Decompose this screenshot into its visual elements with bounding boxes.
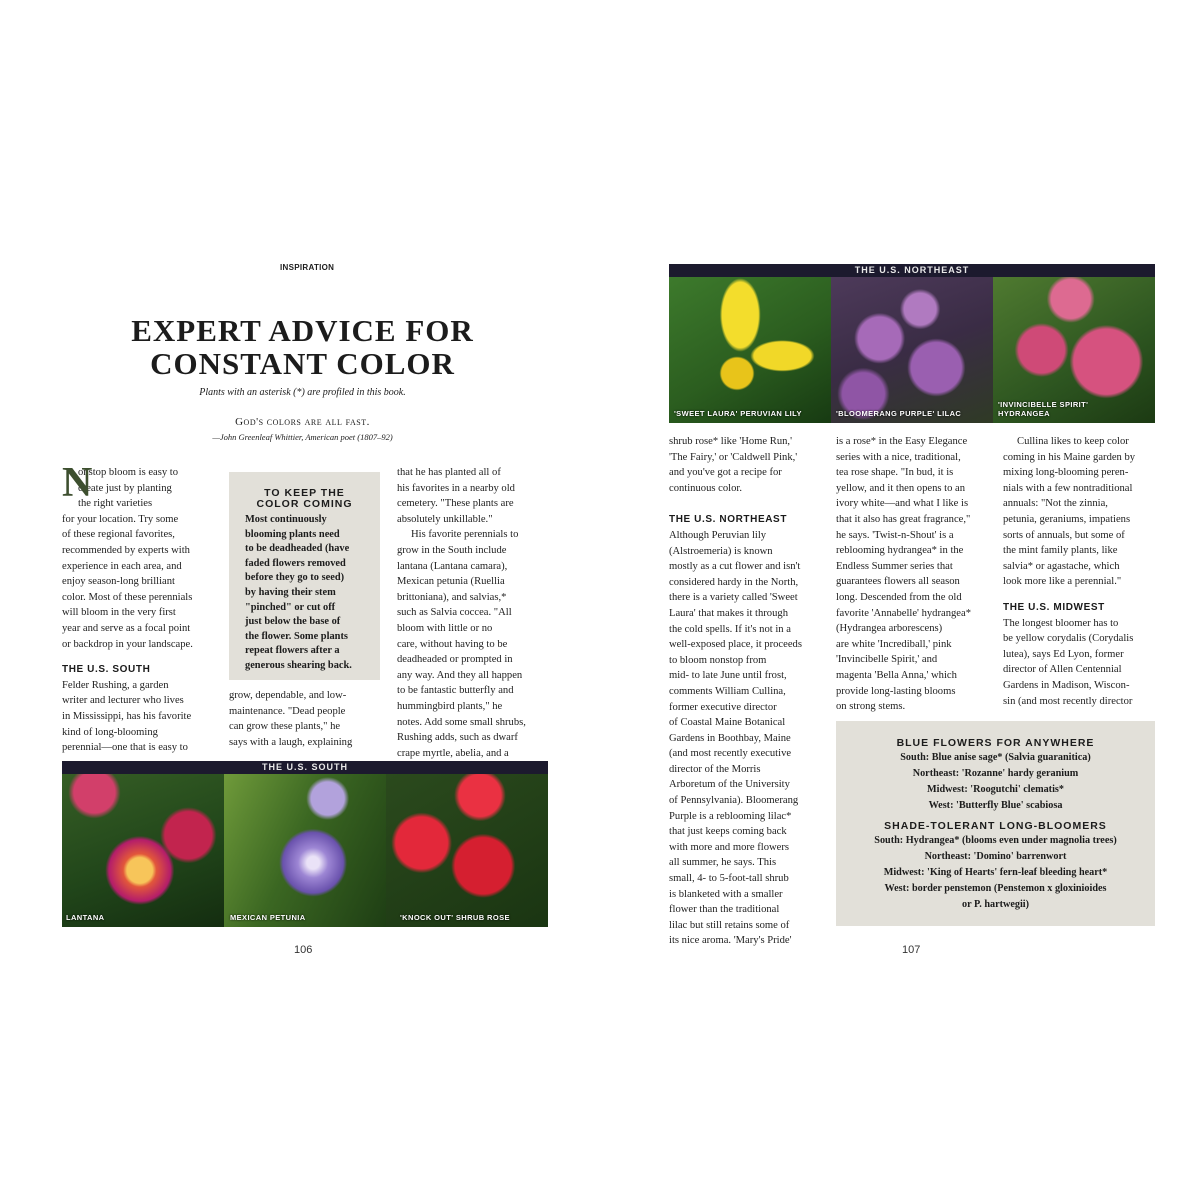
body-line: Although Peruvian lily [669,529,767,541]
body-line: maintenance. "Dead people [229,705,346,717]
body-line: sorts of annuals, but some of [1003,529,1125,541]
body-line: (and most recently executive [669,748,792,760]
body-line: perennial—one that is easy to [62,742,188,754]
photo-mexican-petunia [224,774,386,927]
list-item: or P. hartwegii) [961,899,1030,910]
body-line: favorite 'Annabelle' hydrangea* [836,607,972,619]
body-line: grow in the South include [397,544,507,556]
sidebar-title-line-1: TO KEEP THE [264,487,345,499]
caption-shrub-rose: 'KNOCK OUT' SHRUB ROSE [400,913,510,922]
sidebar-line: faded flowers removed [245,557,346,569]
epigraph-quote: God's colors are all fast. [235,416,370,428]
sidebar-body [245,513,380,674]
body-line: petunia, geraniums, impatiens [1003,513,1131,525]
body-line: enjoy season-long brilliant [62,576,175,588]
body-line: magenta 'Bella Anna,' which [836,669,957,681]
section-label-south: THE U.S. SOUTH [62,664,151,676]
body-line: grow, dependable, and low- [229,690,347,701]
list-item: Northeast: 'Domino' barrenwort [924,851,1067,862]
body-line: care, without having to be [397,638,508,650]
body-line: to bloom nonstop from [669,654,767,666]
sidebar-line: before they go to seed) [245,572,345,584]
body-line: Rushing adds, such as dwarf [397,732,518,744]
body-line: that he has planted all of [397,467,501,478]
body-line: shrub rose* like 'Home Run,' [669,436,792,447]
blue-flowers-list [836,750,1155,814]
shade-tolerant-list [836,833,1155,913]
body-line: says with a laugh, explaining [229,736,353,748]
body-line: the right varieties [78,498,153,510]
epigraph-attribution: —John Greenleaf Whittier, American poet (1807–92) [212,432,393,442]
body-line: reblooming hydrangea* in the [836,545,964,557]
body-line: lutea), says Ed Lyon, former [1003,648,1124,660]
photo-band-south: THE U.S. SOUTH [62,761,548,774]
body-line: that just keeps coming back [669,826,787,838]
tip-sidebar [229,472,380,680]
caption-lilac: 'BLOOMERANG PURPLE' LILAC [836,409,962,418]
caption-peruvian-lily: 'SWEET LAURA' PERUVIAN LILY [674,409,802,418]
body-line: Purple is a reblooming lilac* [669,810,792,822]
body-line: and you've got a recipe for [669,467,782,479]
body-line: its nice aroma. 'Mary's Pride' [669,935,792,947]
body-line: (Hydrangea arborescens) [836,623,943,635]
body-line: hummingbird plants," he [397,700,503,712]
photo-lilac [831,277,993,423]
body-line: that it also has great fragrance," [836,513,971,525]
page-title [90,314,515,380]
list-item: West: border penstemon (Penstemon x gloxinioides [884,883,1107,894]
body-line: Mexican petunia (Ruellia [397,576,505,588]
intro-paragraph [62,481,220,653]
body-line: provide long-lasting blooms [836,685,956,697]
body-line: Arboretum of the University [669,779,790,791]
intro-first-line: onstop bloom is easy to [78,467,179,478]
photo-peruvian-lily [669,277,831,423]
body-line: look more like a perennial." [1003,576,1122,588]
section-label-midwest: THE U.S. MIDWEST [1003,601,1105,613]
body-line: any way. And they all happen [397,669,523,681]
body-line: lantana (Lantana camara), [397,560,508,572]
sidebar-line: blooming plants need [245,528,340,540]
body-line: annuals: "Not the zinnia, [1003,498,1108,510]
body-line: will bloom in the very first [62,607,176,619]
blue-flowers-title: BLUE FLOWERS FOR ANYWHERE [896,737,1095,749]
body-line: 'Invincibelle Spirit,' and [836,654,938,666]
body-line: be yellow corydalis (Corydalis [1003,633,1134,645]
sidebar-line: generous shearing back. [245,659,352,671]
photo-shrub-rose [386,774,548,927]
page-number-left: 106 [294,944,313,956]
body-line: yellow, and it then opens to an [836,482,966,494]
body-line: is a rose* in the Easy Elegance [836,436,968,447]
body-line: series with a nice, traditional, [836,451,961,463]
page-number-right: 107 [902,944,921,956]
caption-lantana: LANTANA [66,913,105,922]
body-line: cemetery. "These plants are [397,498,514,510]
body-line: considered hardy in the North, [669,576,799,588]
body-line: of these regional favorites, [62,529,175,541]
body-line: can grow these plants," he [229,721,341,733]
body-line: deadheaded or prompted in [397,654,513,666]
body-line: bloom with little or no [397,622,493,634]
body-line: are white 'Incrediball,' pink [836,638,952,650]
body-line: Felder Rushing, a garden [62,679,169,691]
body-line: nials with a few nontraditional [1003,482,1133,494]
body-line: color. Most of these perennials [62,591,193,603]
body-line: of Coastal Maine Botanical [669,717,786,729]
body-line: tea rose shape. "In bud, it is [836,467,954,479]
body-line: Laura' that makes it through [669,607,788,619]
body-line: The longest bloomer has to [1003,617,1119,629]
body-line: mostly as a cut flower and isn't [669,561,801,573]
subtitle: Plants with an asterisk (*) are profiled in this book. [199,387,406,398]
sidebar-line: to be deadheaded (have [245,543,350,555]
caption-mexican-petunia: MEXICAN PETUNIA [230,913,306,922]
body-line: writer and lecturer who lives [62,695,184,707]
list-item: Northeast: 'Rozanne' hardy geranium [912,768,1079,779]
body-line: notes. Add some small shrubs, [397,716,526,728]
south-paragraph [62,678,220,756]
list-item: West: 'Butterfly Blue' scabiosa [928,800,1063,811]
body-line: His favorite perennials to [411,529,519,541]
body-line: the cold spells. If it's not in a [669,623,791,635]
body-line: to be fantastic butterfly and [397,685,514,697]
midwest-paragraph [1003,616,1158,710]
body-line: long. Descended from the old [836,591,962,603]
body-line: Gardens in Boothbay, Maine [669,732,791,744]
body-line: experience in each area, and [62,560,182,572]
body-line: the mint family plants, like [1003,545,1118,557]
body-line: his favorites in a nearby old [397,482,515,494]
body-line: coming in his Maine garden by [1003,451,1136,463]
body-line: lilac but still retains some of [669,919,790,931]
sidebar-line: by having their stem [245,586,336,598]
list-item: South: Hydrangea* (blooms even under magnolia trees) [874,835,1117,846]
list-item: Midwest: 'King of Hearts' fern-leaf bleeding heart* [883,867,1108,878]
body-line: director of the Morris [669,763,761,775]
sidebar-line: the flower. Some plants [245,630,348,642]
body-line: comments William Cullina, [669,685,786,697]
body-line: recommended by experts with [62,544,190,556]
left-column-1 [62,460,220,756]
sidebar-line: repeat flowers after a [245,645,340,657]
body-line: 'The Fairy,' or 'Caldwell Pink,' [669,451,798,463]
title-line-1: EXPERT ADVICE FOR [131,313,474,348]
shrub-rose-paragraph [669,434,827,496]
sidebar-title-line-2: COLOR COMING [256,498,353,510]
left-column-3 [397,465,555,761]
body-line: kind of long-blooming [62,726,158,738]
body-line: he says. 'Twist-n-Shout' is a [836,529,954,541]
body-line: guarantees flowers all season [836,576,960,588]
list-item: South: Blue anise sage* (Salvia guaranitica) [900,752,1091,763]
body-line: brittoniana), and salvias,* [397,591,507,603]
body-line: Gardens in Madison, Wiscon- [1003,679,1130,691]
caption-hydrangea: 'INVINCIBELLE SPIRIT' HYDRANGEA [998,400,1089,418]
body-line: crape myrtle, abelia, and a [397,747,509,759]
body-line: in Mississippi, has his favorite [62,710,192,722]
title-line-2: CONSTANT COLOR [150,346,455,381]
body-line: with more and more flowers [669,841,790,853]
body-line: small, 4- to 5-foot-tall shrub [669,873,789,885]
body-line: for your location. Try some [62,513,179,525]
body-line: mixing long-blooming peren- [1003,467,1129,479]
sidebar-title [229,488,380,510]
shade-tolerant-title: SHADE-TOLERANT LONG-BLOOMERS [884,820,1107,832]
body-line: of Pennsylvania). Bloomerang [669,795,799,807]
body-line: Cullina likes to keep color [1017,436,1129,447]
right-column-3 [1003,434,1158,709]
body-line: such as Salvia coccea. "All [397,607,512,619]
body-line: former executive director [669,701,777,713]
northeast-paragraph [669,528,827,949]
right-column-1 [669,434,827,949]
body-line: Endless Summer series that [836,560,953,572]
body-line: all summer, he says. This [669,857,777,869]
sidebar-line: just below the base of [245,616,341,628]
body-line: director of Allen Centennial [1003,664,1122,676]
body-line: year and serve as a focal point [62,622,191,634]
photo-hydrangea [993,277,1155,423]
photo-band-northeast: THE U.S. NORTHEAST [669,264,1155,277]
body-line: mid- to late June until frost, [669,670,787,682]
list-item: Midwest: 'Roogutchi' clematis* [927,784,1064,795]
cullina-paragraph [1003,434,1158,590]
body-line: flower than the traditional [669,904,780,916]
body-line: is blanketed with a smaller [669,888,783,900]
sidebar-line: "pinched" or cut off [245,601,336,613]
body-line: continuous color. [669,482,742,494]
body-line: sin (and most recently director [1003,695,1133,707]
drop-cap: N [62,460,93,506]
sidebar-line: Most continuously [245,514,327,525]
right-column-2 [836,434,996,715]
body-line: create just by planting [78,482,172,494]
body-line: there is a variety called 'Sweet [669,592,798,604]
body-line: or backdrop in your landscape. [62,638,193,650]
left-column-2 [229,688,387,750]
body-line: ivory white—and what I like is [836,498,969,510]
body-line: salvia* or agastache, which [1003,560,1120,572]
photo-lantana [62,774,224,927]
body-line: well-exposed place, it proceeds [669,639,802,651]
lists-sidebar [836,721,1155,926]
body-line: (Alstroemeria) is known [669,545,773,557]
running-header: INSPIRATION [280,263,335,272]
body-line: absolutely unkillable." [397,513,493,525]
body-line: on strong stems. [836,701,906,713]
section-label-northeast: THE U.S. NORTHEAST [669,514,788,526]
